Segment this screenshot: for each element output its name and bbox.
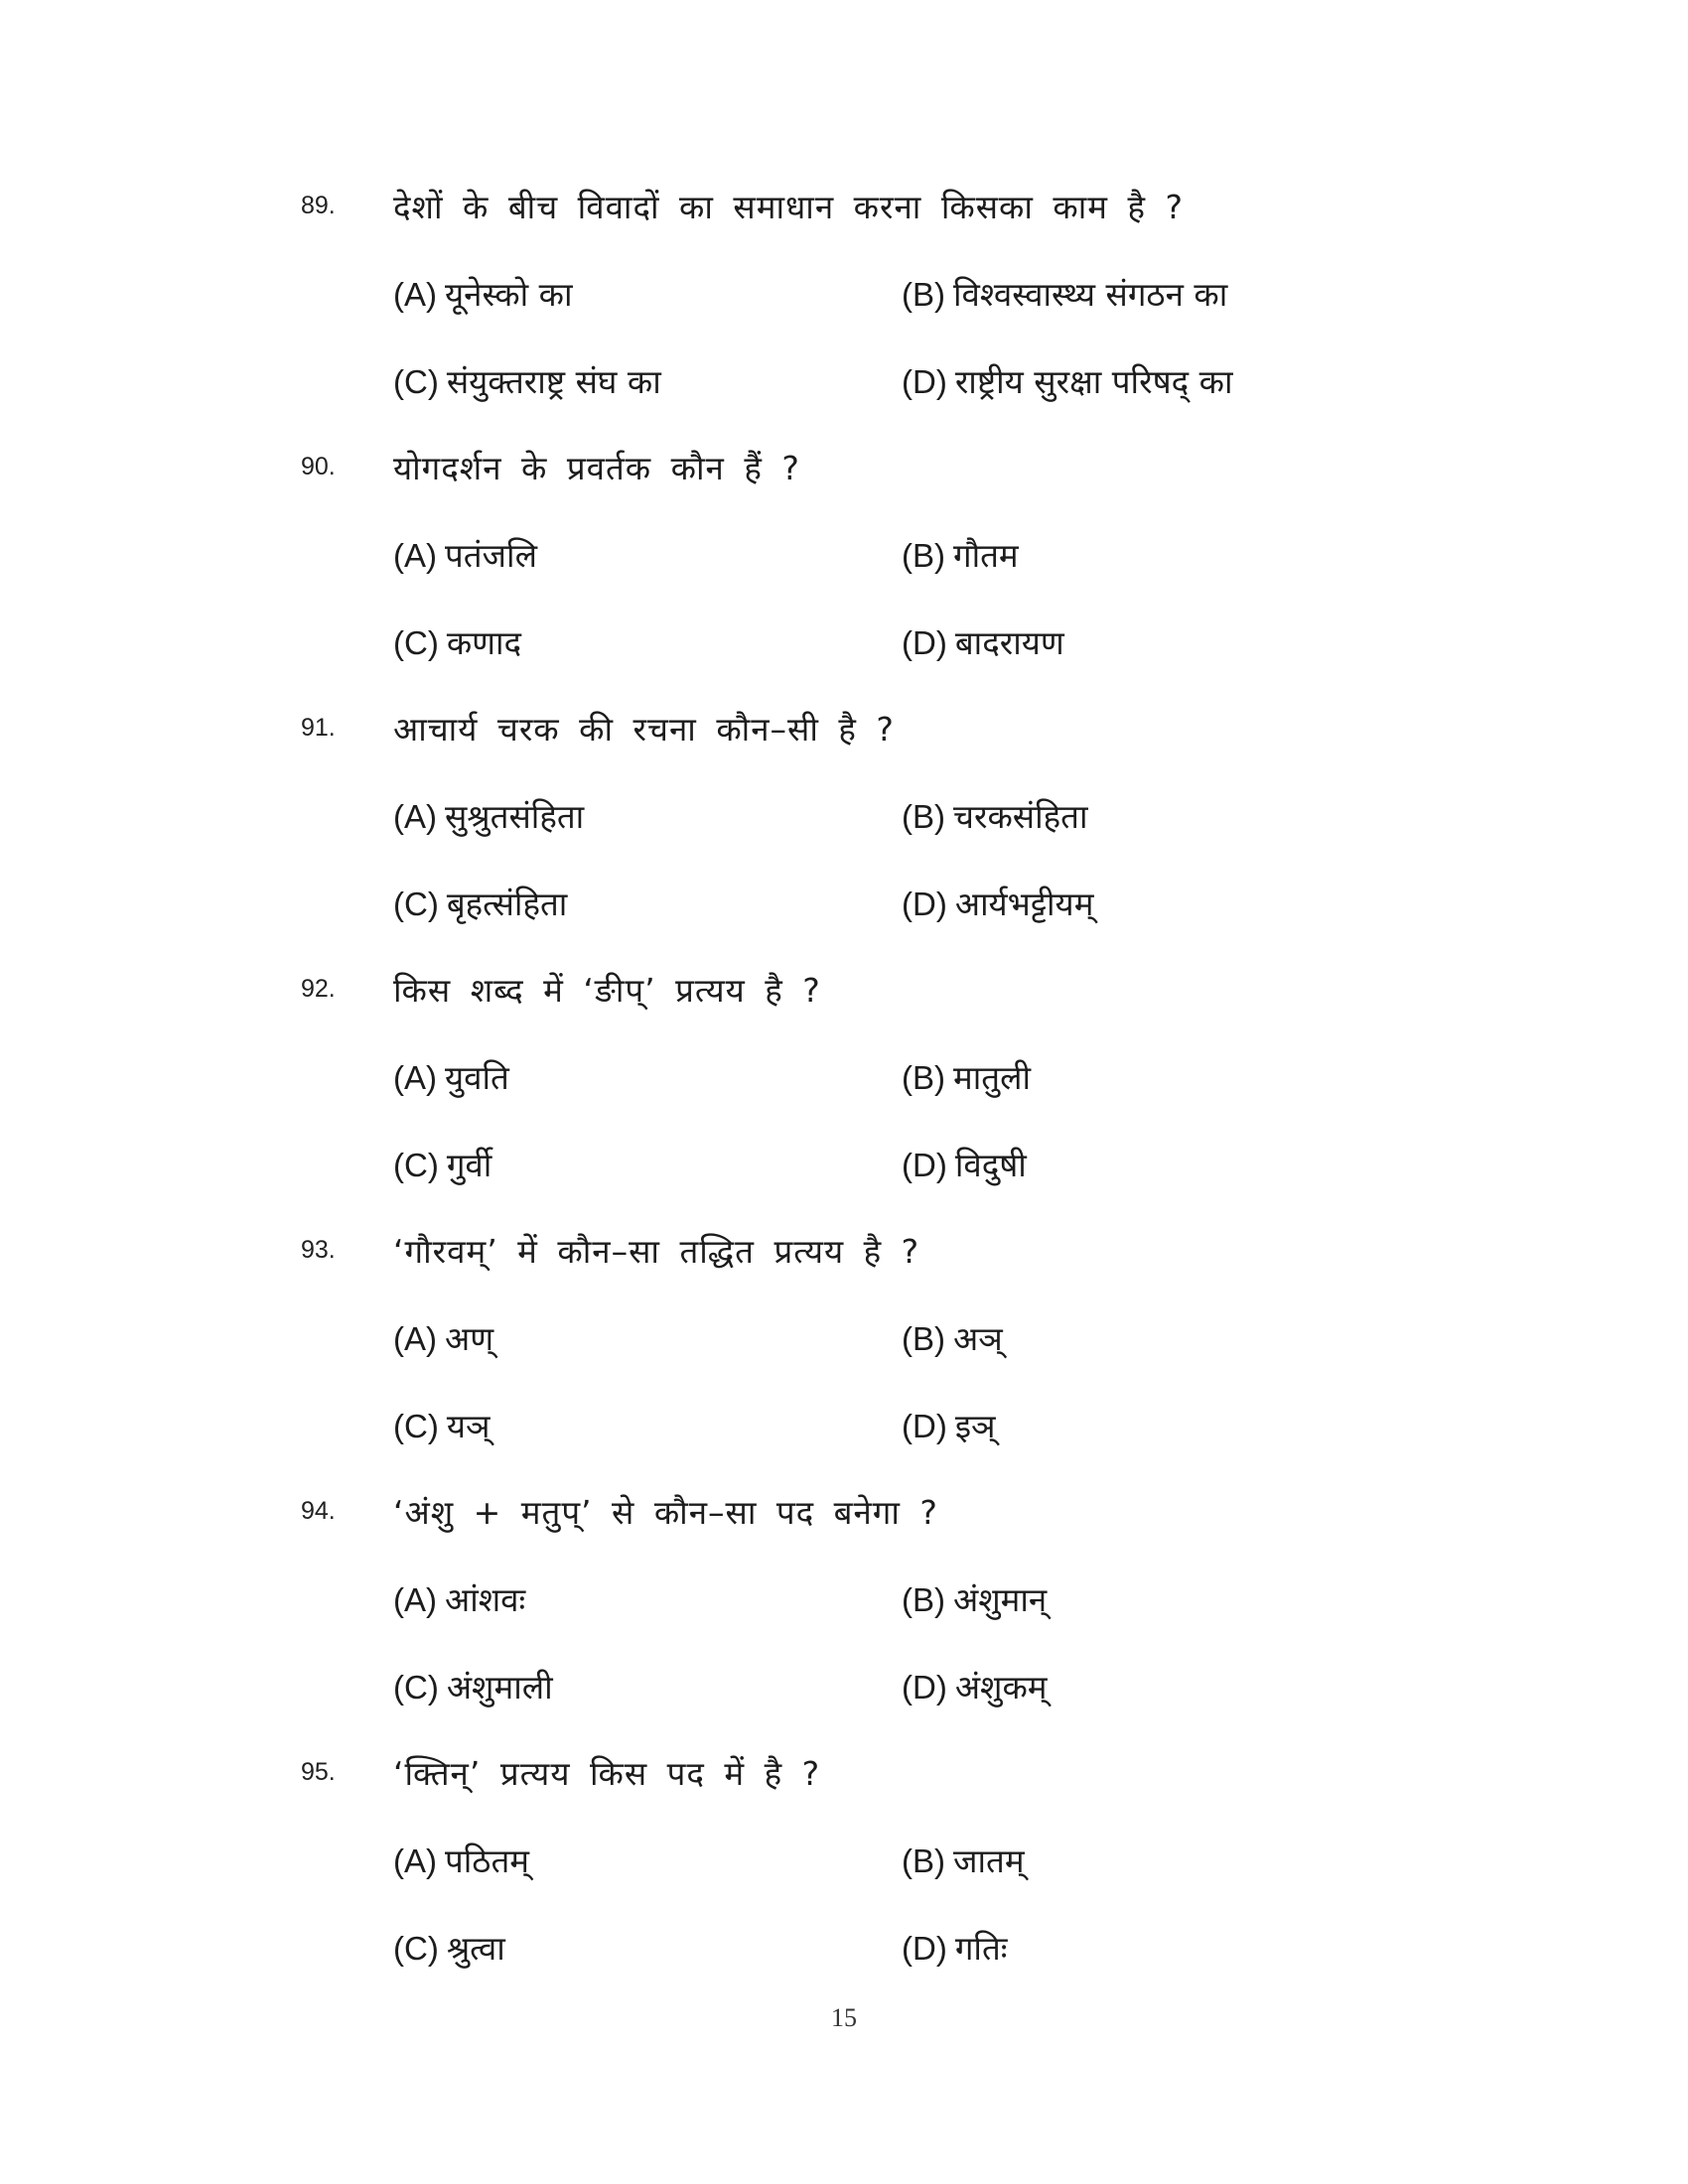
- option-label: (A): [393, 798, 437, 835]
- option-text: चरकसंहिता: [953, 797, 1088, 836]
- option-label: (A): [393, 1320, 437, 1357]
- question-number: 94.: [301, 1497, 336, 1525]
- option-text: युवति: [445, 1058, 509, 1097]
- option-b: [902, 1054, 1031, 1099]
- option-text: गुर्वी: [446, 1146, 492, 1184]
- question-number: 91.: [301, 714, 336, 742]
- option-label: (B): [902, 1059, 945, 1096]
- option-c: [393, 619, 521, 664]
- option-text: आंशवः: [445, 1580, 526, 1619]
- question-text: ‘क्तिन्’ प्रत्यय किस पद में है ?: [393, 1754, 821, 1793]
- option-text: मातुली: [953, 1058, 1032, 1097]
- option-text: यूनेस्को का: [445, 275, 573, 314]
- option-label: (A): [393, 1843, 437, 1879]
- question-92: [0, 967, 1688, 1228]
- option-label: (C): [393, 624, 439, 661]
- option-label: (B): [902, 798, 945, 835]
- page-number: 15: [831, 2003, 857, 2032]
- option-b: [902, 532, 1019, 577]
- question-text: ‘गौरवम्’ में कौन–सा तद्धित प्रत्यय है ?: [393, 1232, 920, 1271]
- option-label: (A): [393, 537, 437, 574]
- question-text: ‘अंशु + मतुप्’ से कौन–सा पद बनेगा ?: [393, 1493, 938, 1532]
- option-text: श्रुत्वा: [446, 1929, 505, 1968]
- option-label: (D): [902, 624, 947, 661]
- option-a: [393, 532, 537, 577]
- question-text: देशों के बीच विवादों का समाधान करना किसका काम है ?: [393, 188, 1185, 226]
- question-number: 89.: [301, 192, 336, 219]
- option-d: [902, 1925, 1007, 1970]
- option-text: गतिः: [954, 1929, 1008, 1968]
- option-a: [393, 1576, 525, 1621]
- option-a: [393, 1838, 529, 1882]
- question-number: 92.: [301, 975, 336, 1003]
- option-text: पठितम्: [445, 1842, 530, 1880]
- option-b: [902, 271, 1227, 316]
- option-label: (A): [393, 1581, 437, 1618]
- option-label: (B): [902, 1581, 945, 1618]
- option-text: अंशुकम्: [954, 1668, 1048, 1706]
- option-b: [902, 1576, 1047, 1621]
- question-90: [0, 445, 1688, 706]
- option-text: जातम्: [953, 1842, 1025, 1880]
- option-text: आर्यभट्टीयम्: [954, 885, 1094, 923]
- option-label: (D): [902, 886, 947, 922]
- option-c: [393, 358, 661, 403]
- option-a: [393, 1315, 493, 1360]
- option-text: अंशुमान्: [953, 1580, 1048, 1619]
- option-d: [902, 1403, 996, 1447]
- option-text: राष्ट्रीय सुरक्षा परिषद् का: [954, 362, 1233, 401]
- option-text: सुश्रुतसंहिता: [445, 797, 585, 836]
- option-text: गौतम: [953, 536, 1019, 575]
- option-text: संयुक्तराष्ट्र संघ का: [446, 362, 661, 401]
- option-label: (C): [393, 1408, 439, 1444]
- option-label: (C): [393, 886, 439, 922]
- option-label: (D): [902, 1930, 947, 1967]
- question-95: [0, 1750, 1688, 2011]
- option-label: (C): [393, 363, 439, 400]
- option-text: विश्वस्वास्थ्य संगठन का: [953, 275, 1228, 314]
- question-91: [0, 706, 1688, 967]
- question-text: योगदर्शन के प्रवर्तक कौन हैं ?: [393, 449, 800, 487]
- option-text: अंशुमाली: [446, 1668, 553, 1706]
- option-label: (C): [393, 1147, 439, 1183]
- option-b: [902, 1315, 1003, 1360]
- question-number: 95.: [301, 1758, 336, 1786]
- option-b: [902, 793, 1088, 838]
- option-a: [393, 271, 573, 316]
- question-number: 90.: [301, 453, 336, 480]
- option-c: [393, 1664, 553, 1708]
- option-label: (B): [902, 1320, 945, 1357]
- option-text: कणाद: [446, 623, 522, 662]
- option-label: (D): [902, 1147, 947, 1183]
- option-label: (B): [902, 1843, 945, 1879]
- option-text: बृहत्संहिता: [446, 885, 568, 923]
- question-number: 93.: [301, 1236, 336, 1264]
- option-label: (C): [393, 1669, 439, 1706]
- option-text: बादरायण: [954, 623, 1064, 662]
- option-d: [902, 619, 1064, 664]
- option-label: (B): [902, 537, 945, 574]
- option-b: [902, 1838, 1025, 1882]
- question-94: [0, 1489, 1688, 1750]
- option-text: अण्: [445, 1319, 494, 1358]
- option-a: [393, 793, 584, 838]
- option-c: [393, 1925, 505, 1970]
- option-label: (A): [393, 276, 437, 313]
- option-label: (D): [902, 363, 947, 400]
- option-c: [393, 1403, 490, 1447]
- option-d: [902, 1664, 1048, 1708]
- option-text: पतंजलि: [445, 536, 537, 575]
- option-text: विदुषी: [954, 1146, 1027, 1184]
- option-label: (C): [393, 1930, 439, 1967]
- option-a: [393, 1054, 509, 1099]
- option-c: [393, 1142, 492, 1186]
- option-text: यञ्: [446, 1407, 491, 1445]
- option-d: [902, 1142, 1027, 1186]
- option-text: अञ्: [953, 1319, 1003, 1358]
- option-d: [902, 358, 1233, 403]
- option-label: (D): [902, 1669, 947, 1706]
- option-label: (D): [902, 1408, 947, 1444]
- option-c: [393, 881, 567, 925]
- option-label: (B): [902, 276, 945, 313]
- option-text: इञ्: [954, 1407, 996, 1445]
- question-89: [0, 184, 1688, 445]
- option-d: [902, 881, 1093, 925]
- question-text: किस शब्द में ‘ङीप्’ प्रत्यय है ?: [393, 971, 821, 1010]
- option-label: (A): [393, 1059, 437, 1096]
- question-text: आचार्य चरक की रचना कौन–सी है ?: [393, 710, 895, 749]
- question-93: [0, 1228, 1688, 1489]
